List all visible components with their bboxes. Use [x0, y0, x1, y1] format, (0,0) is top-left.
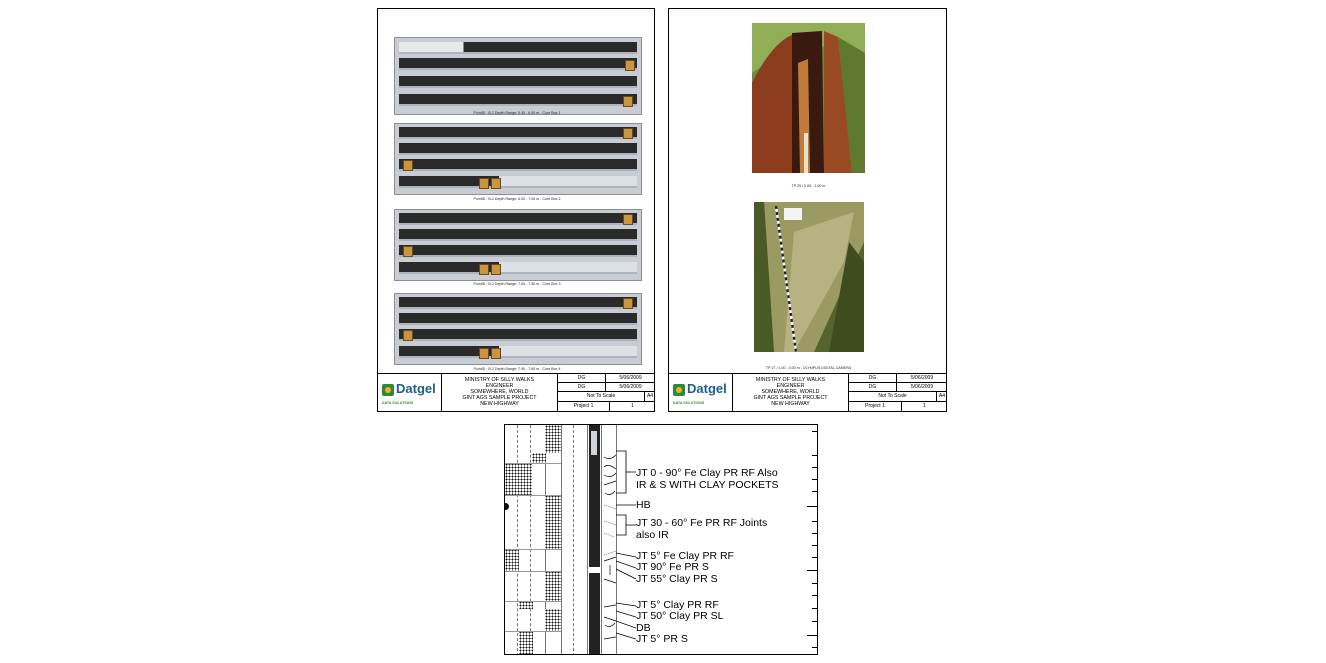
- spacing-graphic: [545, 495, 561, 549]
- title-block: [669, 373, 946, 411]
- spacing-graphic: [505, 463, 532, 495]
- project-number: Project 1: [558, 402, 610, 412]
- date-checked: 5/06/2009: [897, 383, 947, 392]
- title-block: [378, 373, 654, 411]
- defect-annotation: JT 5° Fe Clay PR RF: [636, 550, 734, 562]
- date-checked: 5/06/2009: [606, 383, 655, 392]
- spacing-graphic: [505, 549, 519, 571]
- test-pit-caption-1: TP 25 / 0.00 - 1.00 m: [791, 184, 826, 188]
- defect-annotation: HB: [636, 499, 651, 511]
- marker-dot: [504, 503, 509, 510]
- core-box-caption-1: PointID : B-2 Depth Range: 5.45 - 6.00 m - Core Box 1: [473, 111, 561, 115]
- scale: Not To Scale: [849, 392, 937, 402]
- datgel-logo: Datgel DATA SOLUTIONS: [669, 374, 733, 412]
- defect-annotation: JT 30 - 60° Fe PR RF Joints: [636, 517, 768, 529]
- defect-annotation: JT 55° Clay PR S: [636, 573, 718, 585]
- spacing-graphic: [545, 425, 561, 453]
- core-box-caption-2: PointID : B-2 Depth Range: 6.00 - 7.00 m - Core Box 2: [473, 197, 561, 201]
- test-pit-photo-1: [752, 23, 865, 173]
- defect-annotation: also IR: [636, 529, 669, 541]
- scale: Not To Scale: [558, 392, 645, 402]
- spacing-graphic: [545, 609, 561, 631]
- project-title: MINISTRY OF SILLY WALKS ENGINEER SOMEWHERE, WORLD GINT AGS SAMPLE PROJECT NEW HIGHWAY: [733, 374, 849, 412]
- test-pit-sheet: [668, 8, 947, 412]
- core-log-column: [589, 425, 600, 655]
- datgel-logo-icon: [673, 384, 685, 396]
- defect-annotation: JT 0 - 90° Fe Clay PR RF Also: [636, 467, 778, 479]
- defect-annotation: JT 5° PR S: [636, 633, 688, 645]
- title-block-grid: [849, 374, 946, 412]
- defect-annotation: IR & S WITH CLAY POCKETS: [636, 479, 779, 491]
- core-box-photo-3: [394, 209, 642, 281]
- date-drawn: 5/06/2009: [897, 374, 947, 383]
- sheet-size: A4: [937, 392, 947, 402]
- test-pit-caption-2: TP 27 / 1.00 - 3.00 m - OLYMPUS DIGITAL CAMERA: [765, 366, 852, 370]
- datgel-logo: Datgel DATA SOLUTIONS: [378, 374, 442, 412]
- figure-number: 1: [923, 403, 926, 409]
- spacing-graphic: [519, 601, 533, 609]
- core-box-caption-4: PointID : B-2 Depth Range: 7.50 - 7.60 m - Core Box 4: [473, 367, 561, 371]
- project-number: Project 1: [849, 402, 902, 412]
- checked-by: DG: [558, 383, 606, 392]
- drawn-by: DG: [558, 374, 606, 383]
- project-title: MINISTRY OF SILLY WALKS ENGINEER SOMEWHERE, WORLD GINT AGS SAMPLE PROJECT NEW HIGHWAY: [442, 374, 558, 412]
- core-box-sheet: [377, 8, 655, 412]
- test-pit-photo-2: [754, 202, 864, 352]
- defect-annotation: JT 50° Clay PR SL: [636, 610, 724, 622]
- sheet-size: A4: [645, 392, 655, 402]
- date-drawn: 5/06/2009: [606, 374, 655, 383]
- figure-number: 1: [631, 403, 634, 409]
- core-box-photo-4: [394, 293, 642, 365]
- spacing-graphic: [519, 631, 533, 655]
- drawn-by: DG: [849, 374, 897, 383]
- annotation-leaders: [616, 425, 636, 655]
- spacing-graphic: [545, 571, 561, 601]
- title-block-grid: [558, 374, 654, 412]
- defect-annotation: JT 5° Clay PR RF: [636, 599, 719, 611]
- core-box-photo-2: [394, 123, 642, 195]
- spacing-graphic: [532, 453, 546, 463]
- defect-annotation: JT 90° Fe PR S: [636, 561, 709, 573]
- datgel-logo-icon: [382, 384, 394, 396]
- checked-by: DG: [849, 383, 897, 392]
- borehole-log-excerpt: [504, 424, 818, 655]
- core-box-photo-1: [394, 37, 642, 115]
- core-box-caption-3: PointID : B-2 Depth Range: 7.00 - 7.50 m - Core Box 3: [473, 282, 561, 286]
- defect-annotation: DB: [636, 622, 651, 634]
